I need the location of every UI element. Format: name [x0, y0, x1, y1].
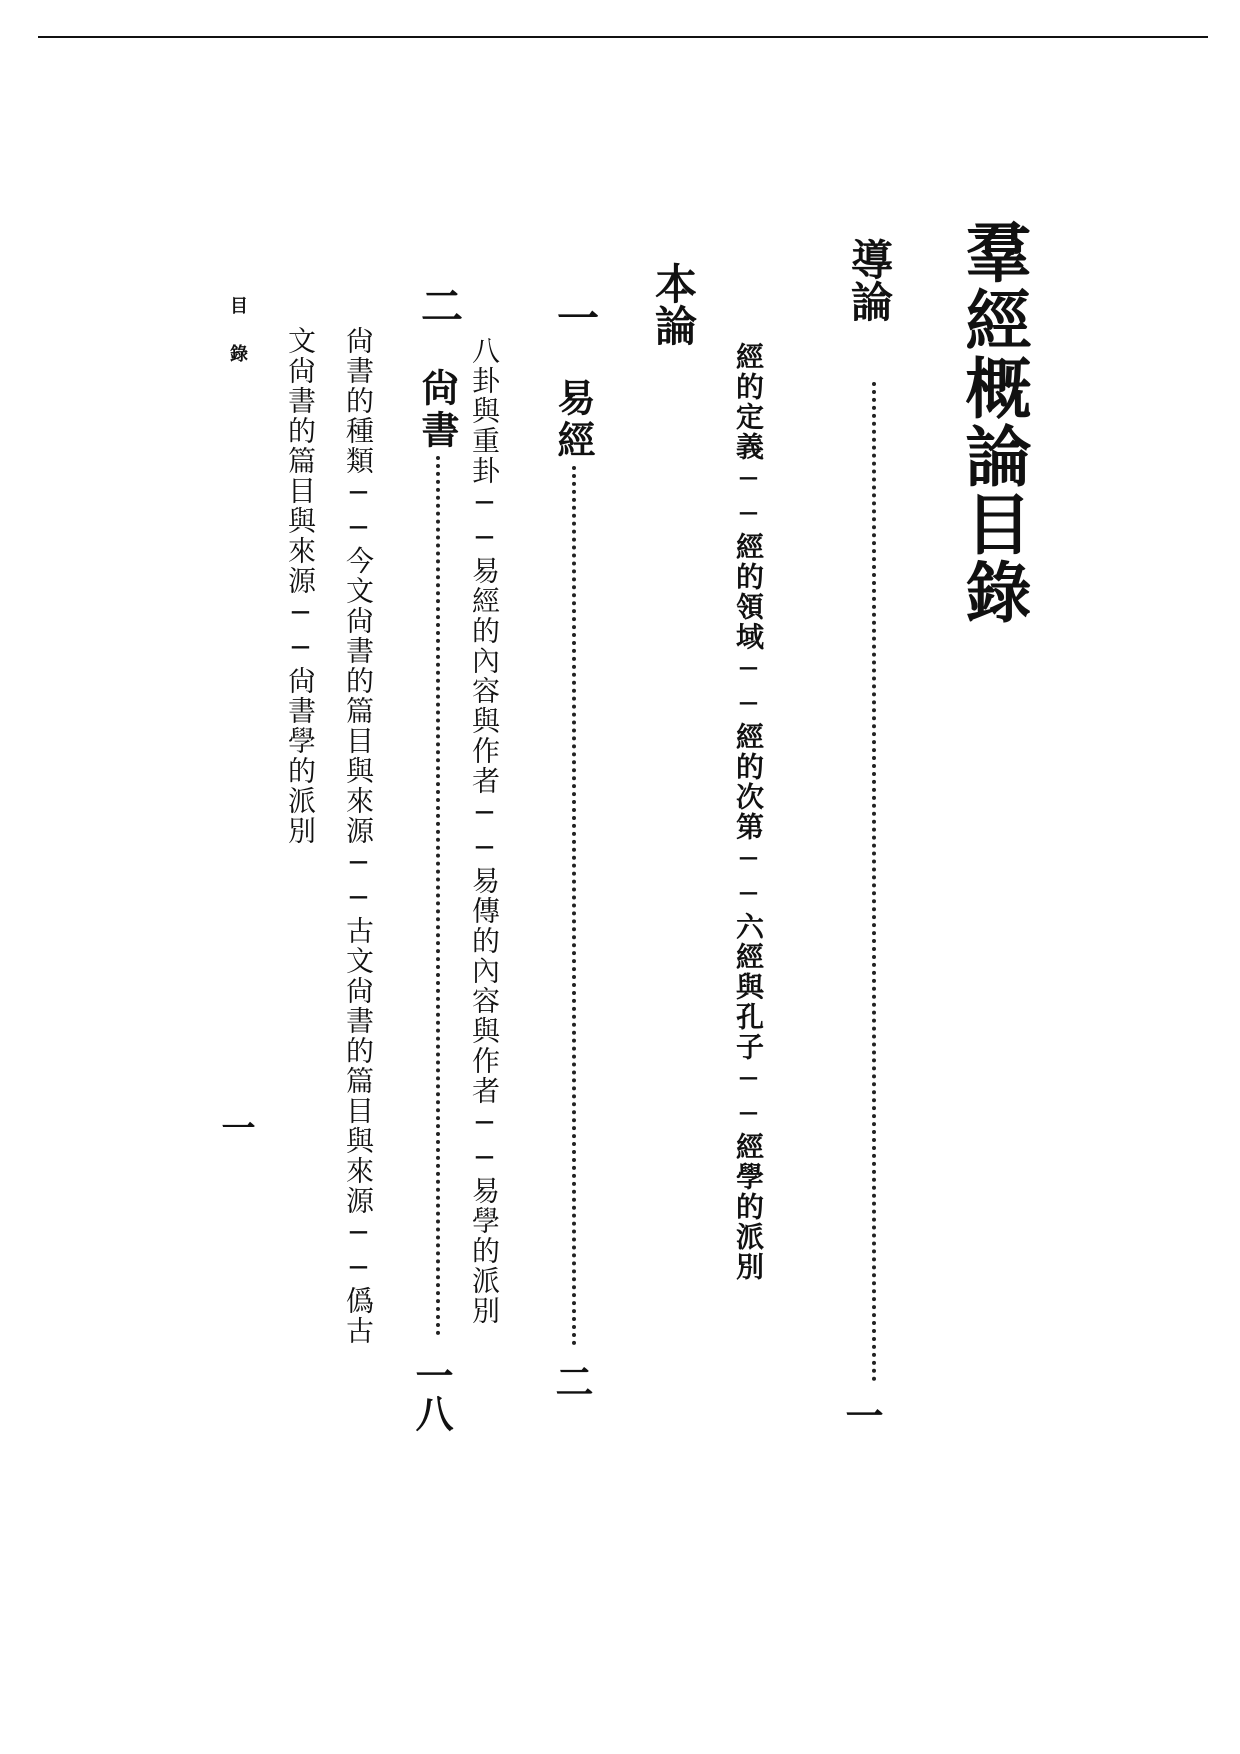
chapter-2-dot-leader [436, 456, 440, 1336]
top-rule [38, 36, 1208, 38]
chapter-2-topics-line-2: 文尙書的篇目與來源──尙書學的派別 [284, 326, 317, 846]
chapter-1-page-number: 二 [549, 1362, 594, 1400]
intro-topics: 經的定義──經的領域──經的次第──六經與孔子──經學的派別 [732, 342, 765, 1282]
chapter-1-number: 一 [551, 296, 600, 338]
main-heading: 本論 [649, 262, 698, 346]
running-footer-label: 目錄 [227, 296, 248, 392]
page-title: 羣經概論目錄 [954, 218, 1032, 626]
chapter-2-title: 尙書 [415, 368, 460, 452]
intro-heading: 導論 [845, 238, 894, 322]
chapter-2-topics-line-1: 尙書的種類──今文尙書的篇目與來源──古文尙書的篇目與來源──僞古 [342, 326, 375, 1346]
chapter-1-dot-leader [572, 466, 576, 1346]
chapter-2-number: 二 [415, 284, 464, 326]
intro-page-number: 一 [839, 1396, 884, 1434]
chapter-1-title: 易經 [551, 378, 596, 462]
folio-page-number: 一 [215, 1110, 255, 1144]
intro-dot-leader [872, 382, 876, 1382]
chapter-2-page-number: 一八 [409, 1356, 454, 1432]
chapter-1-topics: 八卦與重卦──易經的內容與作者──易傳的內容與作者──易學的派別 [468, 336, 501, 1326]
